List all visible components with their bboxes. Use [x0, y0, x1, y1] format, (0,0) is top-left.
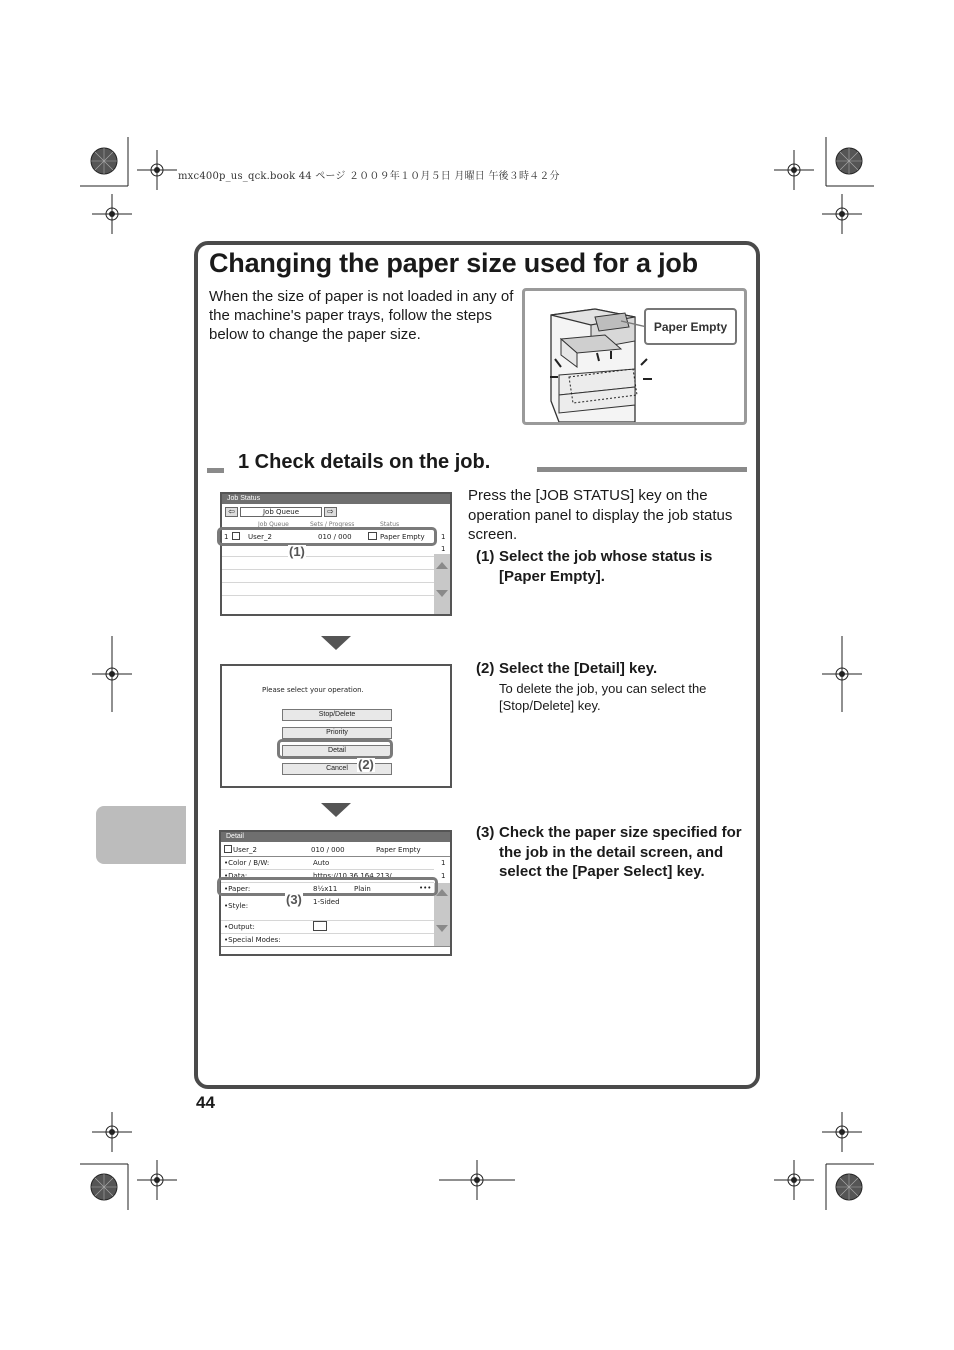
substep-2-text: Select the [Detail] key.	[499, 660, 658, 677]
highlight-job-row	[217, 527, 437, 546]
row-status: Paper Empty	[380, 533, 425, 541]
substep-2-number: (2)	[476, 660, 495, 677]
heading-bar-left	[207, 468, 224, 473]
operation-select-screen	[220, 664, 452, 788]
chapter-side-tab	[96, 806, 186, 864]
print-header: mxc400p_us_qck.book 44 ページ ２００９年１０月５日 月曜日 午後３時４２分	[178, 171, 560, 182]
cancel-button[interactable]: Cancel	[282, 763, 392, 775]
detail-value-paper-type: Plain	[354, 885, 371, 893]
column-header-job: Job Queue	[258, 521, 289, 528]
detail-label-special: •Special Modes:	[224, 936, 281, 944]
page-count-top: 1	[441, 859, 446, 867]
operation-prompt: Please select your operation.	[262, 686, 364, 694]
highlight-paper-row	[217, 877, 438, 896]
detail-status: Paper Empty	[376, 846, 421, 854]
paper-select-button[interactable]: •••	[419, 884, 432, 892]
detail-button[interactable]: Detail	[282, 745, 392, 757]
stop-delete-button[interactable]: Stop/Delete	[282, 709, 392, 721]
priority-button[interactable]: Priority	[282, 727, 392, 739]
flow-down-icon	[321, 803, 351, 817]
job-status-screen	[220, 492, 452, 616]
substep-3-number: (3)	[476, 824, 495, 841]
detail-label-color: •Color / B/W:	[224, 859, 270, 867]
highlight-detail-button	[277, 739, 393, 759]
next-tab-button[interactable]: ⇨	[324, 507, 337, 517]
intro-paragraph: When the size of paper is not loaded in any of the machine's paper trays, follow the steps below to change the paper size.	[209, 288, 514, 343]
row-user: User_2	[248, 533, 272, 541]
marker-2: (2)	[358, 757, 374, 772]
detail-value-color: Auto	[313, 859, 330, 867]
detail-value-paper: 8½x11	[313, 885, 338, 893]
detail-value-style: 1-Sided	[313, 898, 340, 906]
marker-3: (3)	[286, 892, 302, 907]
column-header-sets: Sets / Progress	[310, 521, 355, 528]
heading-bar-right	[537, 467, 747, 472]
marker-1: (1)	[289, 544, 305, 559]
page-count-top: 1	[441, 533, 446, 541]
paper-empty-callout: Paper Empty	[644, 308, 737, 345]
screen-title: Job Status	[222, 494, 450, 504]
row-progress: 010 / 000	[318, 533, 352, 541]
scroll-up-icon[interactable]	[436, 562, 448, 569]
column-header-status: Status	[380, 521, 400, 528]
detail-user: User_2	[233, 846, 257, 854]
row-index: 1	[224, 533, 229, 541]
page-count-bottom: 1	[441, 545, 446, 553]
detail-label-data: •Data:	[224, 872, 248, 880]
page-title: Changing the paper size used for a job	[209, 248, 698, 278]
scrollbar[interactable]	[434, 554, 450, 616]
substep-1-text: Select the job whose status is [Paper Empty].	[499, 548, 713, 585]
screen-title: Detail	[221, 832, 450, 842]
substep-3-text: Check the paper size specified for the job in the detail screen, and select the [Paper Select] key.	[499, 824, 742, 880]
scroll-down-icon[interactable]	[436, 925, 448, 932]
job-icon	[224, 845, 232, 853]
step-heading: 1 Check details on the job.	[238, 451, 491, 473]
prev-tab-button[interactable]: ⇦	[225, 507, 238, 517]
job-queue-tab[interactable]: Job Queue	[240, 507, 322, 517]
substep-2-note: To delete the job, you can select the [Stop/Delete] key.	[499, 681, 707, 713]
flow-down-icon	[321, 636, 351, 650]
substep-1-number: (1)	[476, 548, 495, 565]
detail-label-output: •Output:	[224, 923, 255, 931]
scroll-down-icon[interactable]	[436, 590, 448, 597]
page-number: 44	[196, 1093, 215, 1112]
page-count-bottom: 1	[441, 872, 446, 880]
detail-progress: 010 / 000	[311, 846, 345, 854]
detail-label-style: •Style:	[224, 902, 249, 910]
detail-label-paper: •Paper:	[224, 885, 251, 893]
step-intro: Press the [JOB STATUS] key on the operation panel to display the job status screen.	[468, 487, 733, 543]
output-icon	[313, 921, 327, 931]
detail-value-data: https://10.36.164.213/	[313, 872, 392, 880]
